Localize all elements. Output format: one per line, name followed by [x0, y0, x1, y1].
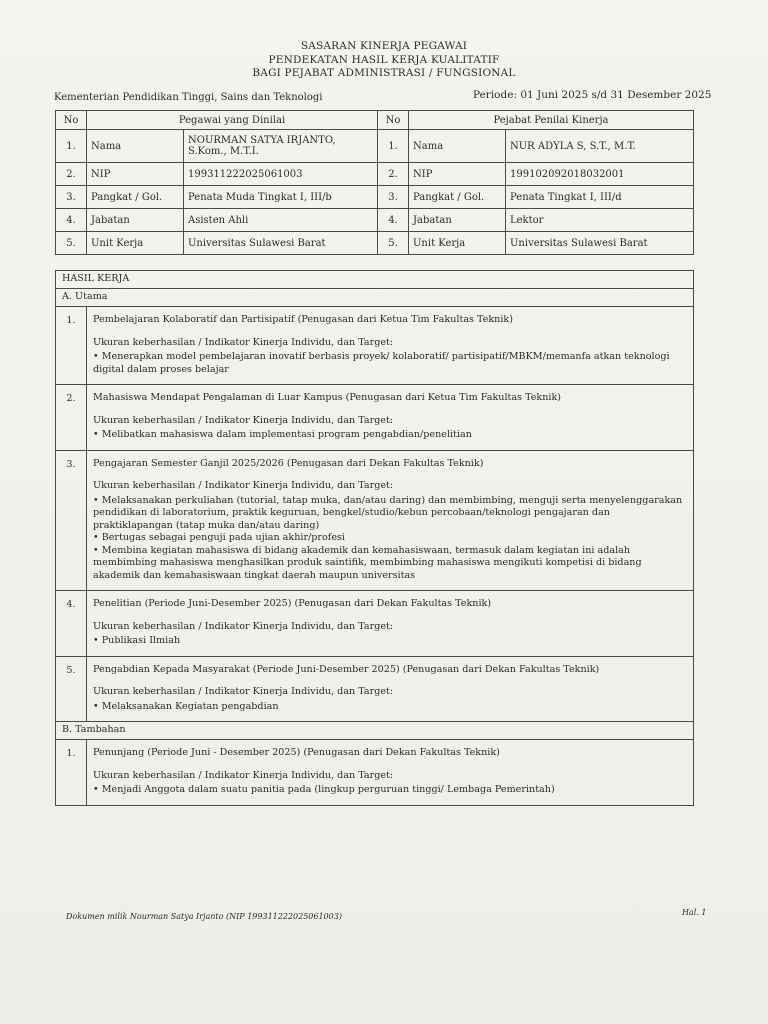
hasil-kerja-table: [55, 270, 694, 806]
row-no-right: 4.: [378, 209, 409, 232]
ukuran-label: Ukuran keberhasilan / Indikator Kinerja Individu, dan Target:: [93, 336, 394, 348]
item-number: 5.: [56, 656, 87, 722]
target-bullet: • Melibatkan mahasiswa dalam implementasi program pengabdian/penelitian: [93, 429, 472, 440]
row-label-right: Pangkat / Gol.: [409, 186, 506, 209]
list-item: [56, 740, 694, 806]
ukuran-label: Ukuran keberhasilan / Indikator Kinerja Individu, dan Target:: [93, 620, 394, 632]
row-no-right: 2.: [378, 163, 409, 186]
header-pegawai: Pegawai yang Dinilai: [87, 111, 378, 130]
target-bullet: • Publikasi Ilmiah: [93, 635, 181, 646]
ukuran-label: Ukuran keberhasilan / Indikator Kinerja Individu, dan Target:: [93, 480, 394, 491]
header-pejabat: Pejabat Penilai Kinerja: [409, 111, 694, 130]
item-body: [87, 307, 694, 385]
header-no-left: No: [56, 111, 87, 130]
pegawai-value: Asisten Ahli: [184, 209, 378, 232]
periode-label: Periode: 01 Juni 2025 s/d 31 Desember 2025: [473, 89, 712, 101]
row-no: 1.: [56, 130, 87, 163]
title-line-3: BAGI PEJABAT ADMINISTRASI / FUNGSIONAL: [252, 67, 516, 79]
table-row: [56, 130, 694, 163]
document-owner-note: Dokumen milik Nourman Satya Irjanto (NIP 199311222025061003): [66, 912, 342, 921]
item-title: Pengabdian Kepada Masyarakat (Periode Juni-Desember 2025) (Penugasan dari Dekan Fakultas Teknik): [93, 663, 600, 675]
ukuran-label: Ukuran keberhasilan / Indikator Kinerja Individu, dan Target:: [93, 414, 394, 426]
target-bullet: • Melaksanakan Kegiatan pengabdian: [93, 700, 279, 712]
pegawai-value: NOURMAN SATYA IRJANTO, S.Kom., M.T.I.: [184, 130, 378, 163]
table-row: [56, 209, 694, 232]
table-row: [56, 186, 694, 209]
identity-table-header: [56, 111, 694, 130]
title-line-2: PENDEKATAN HASIL KERJA KUALITATIF: [268, 53, 500, 66]
row-no-right: 5.: [378, 232, 409, 255]
section-tambahan-label: B. Tambahan: [56, 722, 694, 740]
pejabat-value: Lektor: [506, 209, 694, 232]
target-bullet: • Menerapkan model pembelajaran inovatif berbasis proyek/ kolaboratif/ partisipatif/MBKM/memanfa atkan teknologi digital dalam proses belajar: [93, 351, 670, 375]
hasil-kerja-heading: HASIL KERJA: [56, 271, 694, 289]
pejabat-value: Universitas Sulawesi Barat: [506, 232, 694, 255]
section-tambahan-row: [56, 722, 694, 740]
pejabat-value: NUR ADYLA S, S.T., M.T.: [506, 130, 694, 163]
row-label: NIP: [87, 163, 184, 186]
row-no-right: 3.: [378, 186, 409, 209]
list-item: [56, 450, 694, 591]
item-title: Pembelajaran Kolaboratif dan Partisipatif (Penugasan dari Ketua Tim Fakultas Teknik): [93, 314, 513, 325]
ukuran-label: Ukuran keberhasilan / Indikator Kinerja Individu, dan Target:: [93, 686, 394, 697]
item-number: 2.: [56, 385, 87, 451]
row-no-right: 1.: [378, 130, 409, 163]
pegawai-value: 199311222025061003: [184, 163, 378, 186]
header-no-right: No: [378, 111, 409, 130]
row-label: Unit Kerja: [87, 232, 184, 255]
item-body: [87, 740, 694, 806]
list-item: [56, 307, 694, 385]
section-utama-row: [56, 289, 694, 307]
row-no: 4.: [56, 209, 87, 232]
target-bullet: • Menjadi Anggota dalam suatu panitia pada (lingkup perguruan tinggi/ Lembaga Pemerintah): [93, 784, 555, 795]
item-number: 1.: [56, 307, 87, 385]
table-row: [56, 163, 694, 186]
row-no: 3.: [56, 186, 87, 209]
item-body: [87, 385, 694, 451]
row-no: 2.: [56, 163, 87, 186]
item-body: [87, 656, 694, 722]
item-title: Mahasiswa Mendapat Pengalaman di Luar Kampus (Penugasan dari Ketua Tim Fakultas Teknik): [93, 392, 562, 403]
pegawai-value: Universitas Sulawesi Barat: [184, 232, 378, 255]
target-bullet: • Melaksanakan perkuliahan (tutorial, tatap muka, dan/atau daring) dan membimbing, menguji serta menyelenggarakan pendidikan di laboratorium, praktik keguruan, bengkel/studio/kebun percobaan/teknologi pengajaran dan praktiklapangan (tatap muka dan/atau daring): [93, 494, 683, 531]
row-label-right: Nama: [409, 130, 506, 163]
row-label: Pangkat / Gol.: [87, 186, 184, 209]
item-body: [87, 450, 694, 591]
row-no: 5.: [56, 232, 87, 255]
item-title: Pengajaran Semester Ganjil 2025/2026 (Penugasan dari Dekan Fakultas Teknik): [93, 457, 484, 469]
list-item: [56, 385, 694, 451]
target-bullet: • Membina kegiatan mahasiswa di bidang akademik dan kemahasiswaan, termasuk dalam kegiatan ini adalah membimbing mahasiswa menghasilkan produk saintifik, membimbing mahasiswa mengikuti kompetisi di bidang akademik dan kemahasiswaan tingkat daerah maupun universitas: [93, 544, 642, 581]
table-row: [56, 232, 694, 255]
row-label: Jabatan: [87, 209, 184, 232]
hasil-kerja-heading-row: [56, 271, 694, 289]
pejabat-value: Penata Tingkat I, III/d: [506, 186, 694, 209]
section-utama-label: A. Utama: [56, 289, 694, 307]
list-item: [56, 656, 694, 722]
item-number: 4.: [56, 591, 87, 657]
item-number: 1.: [56, 740, 87, 806]
target-bullet: • Bertugas sebagai penguji pada ujian akhir/profesi: [93, 532, 346, 543]
item-title: Penelitian (Periode Juni-Desember 2025) (Penugasan dari Dekan Fakultas Teknik): [93, 598, 492, 609]
row-label: Nama: [87, 130, 184, 163]
row-label-right: Jabatan: [409, 209, 506, 232]
pegawai-value: Penata Muda Tingkat I, III/b: [184, 186, 378, 209]
item-title: Penunjang (Periode Juni - Desember 2025) (Penugasan dari Dekan Fakultas Teknik): [93, 747, 500, 758]
identity-table: [55, 110, 694, 255]
row-label-right: NIP: [409, 163, 506, 186]
title-line-1: SASARAN KINERJA PEGAWAI: [300, 40, 468, 52]
ukuran-label: Ukuran keberhasilan / Indikator Kinerja Individu, dan Target:: [93, 769, 394, 781]
row-label-right: Unit Kerja: [409, 232, 506, 255]
list-item: [56, 591, 694, 657]
instansi-label: Kementerian Pendidikan Tinggi, Sains dan Teknologi: [54, 92, 323, 103]
item-number: 3.: [56, 450, 87, 591]
page-number: Hal. 1: [682, 908, 707, 917]
document-title: [0, 40, 768, 81]
item-body: [87, 591, 694, 657]
pejabat-value: 199102092018032001: [506, 163, 694, 186]
